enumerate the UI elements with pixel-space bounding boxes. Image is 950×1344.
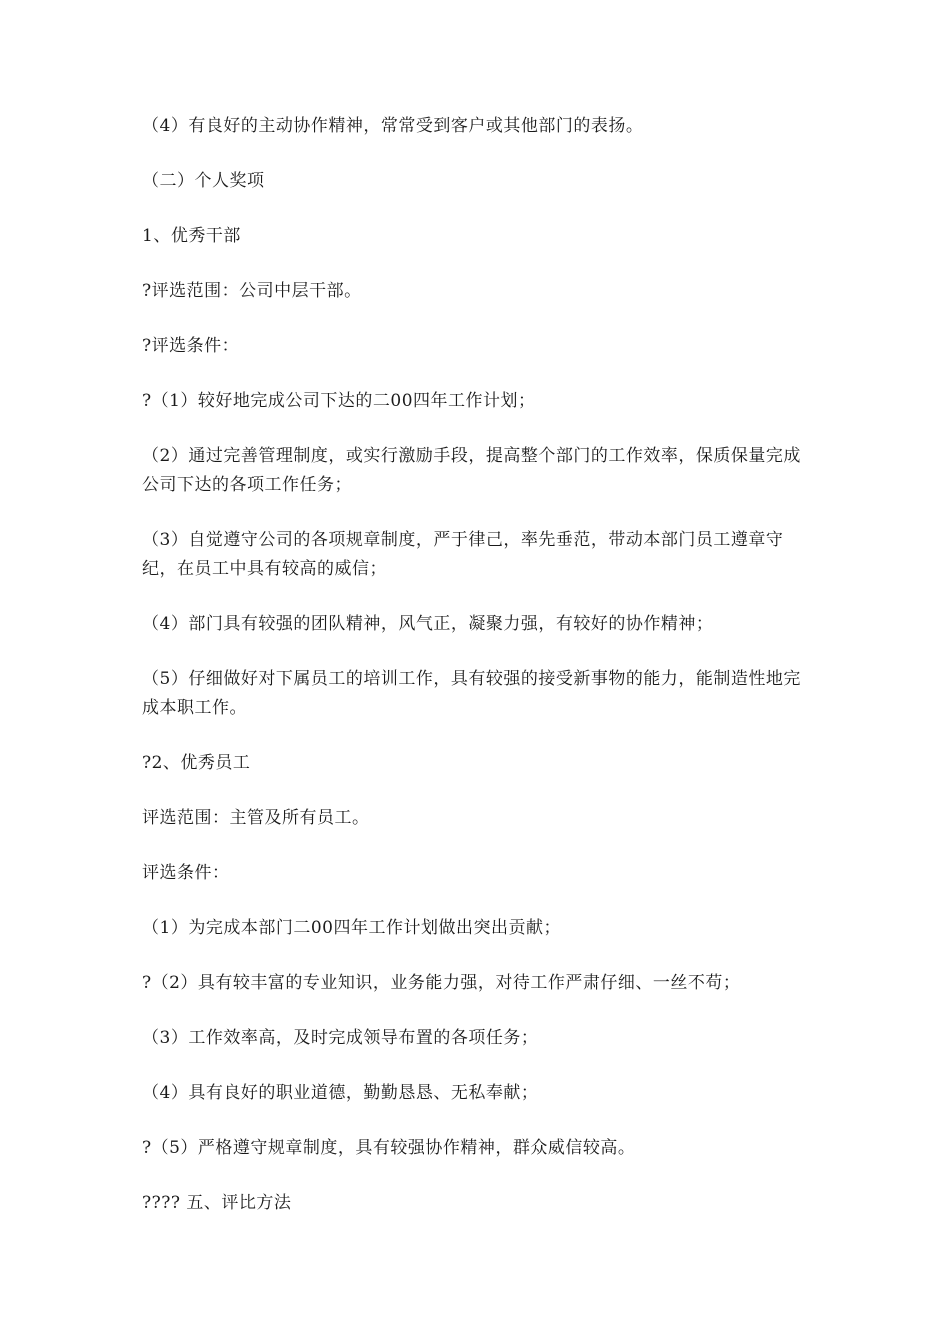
- cadre-criterion-1: ?（1）较好地完成公司下达的二00四年工作计划；: [142, 391, 536, 411]
- employee-criterion-4: （4）具有良好的职业道德，勤勤恳恳、无私奉献；: [142, 1083, 539, 1103]
- paragraph-team-cooperation: （4）有良好的主动协作精神，常常受到客户或其他部门的表扬。: [142, 116, 644, 136]
- employee-criterion-5: ?（5）严格遵守规章制度，具有较强协作精神，群众威信较高。: [142, 1138, 636, 1158]
- heading-excellent-cadre: 1、优秀干部: [142, 226, 241, 246]
- heading-excellent-employee: ?2、优秀员工: [142, 753, 251, 773]
- employee-selection-criteria-label: 评选条件：: [142, 863, 230, 883]
- heading-individual-awards: （二）个人奖项: [142, 171, 265, 191]
- cadre-selection-scope: ?评选范围：公司中层干部。: [142, 281, 362, 301]
- employee-selection-scope: 评选范围：主管及所有员工。: [142, 808, 370, 828]
- employee-criterion-2: ?（2）具有较丰富的专业知识，业务能力强，对待工作严肃仔细、一丝不苟；: [142, 973, 741, 993]
- document-body: [142, 112, 812, 1244]
- cadre-criterion-3: （3）自觉遵守公司的各项规章制度，严于律己，率先垂范，带动本部门员工遵章守纪，在员工中具有较高的威信；: [142, 530, 784, 579]
- employee-criterion-3: （3）工作效率高，及时完成领导布置的各项任务；: [142, 1028, 539, 1048]
- cadre-criterion-4: （4）部门具有较强的团队精神，风气正，凝聚力强，有较好的协作精神；: [142, 614, 714, 634]
- heading-evaluation-method: ???? 五、评比方法: [142, 1193, 292, 1213]
- cadre-selection-criteria-label: ?评选条件：: [142, 336, 240, 356]
- cadre-criterion-5: （5）仔细做好对下属员工的培训工作，具有较强的接受新事物的能力，能制造性地完成本职工作。: [142, 669, 801, 718]
- employee-criterion-1: （1）为完成本部门二00四年工作计划做出突出贡献；: [142, 918, 561, 938]
- cadre-criterion-2: （2）通过完善管理制度，或实行激励手段，提高整个部门的工作效率，保质保量完成公司下达的各项工作任务；: [142, 446, 801, 495]
